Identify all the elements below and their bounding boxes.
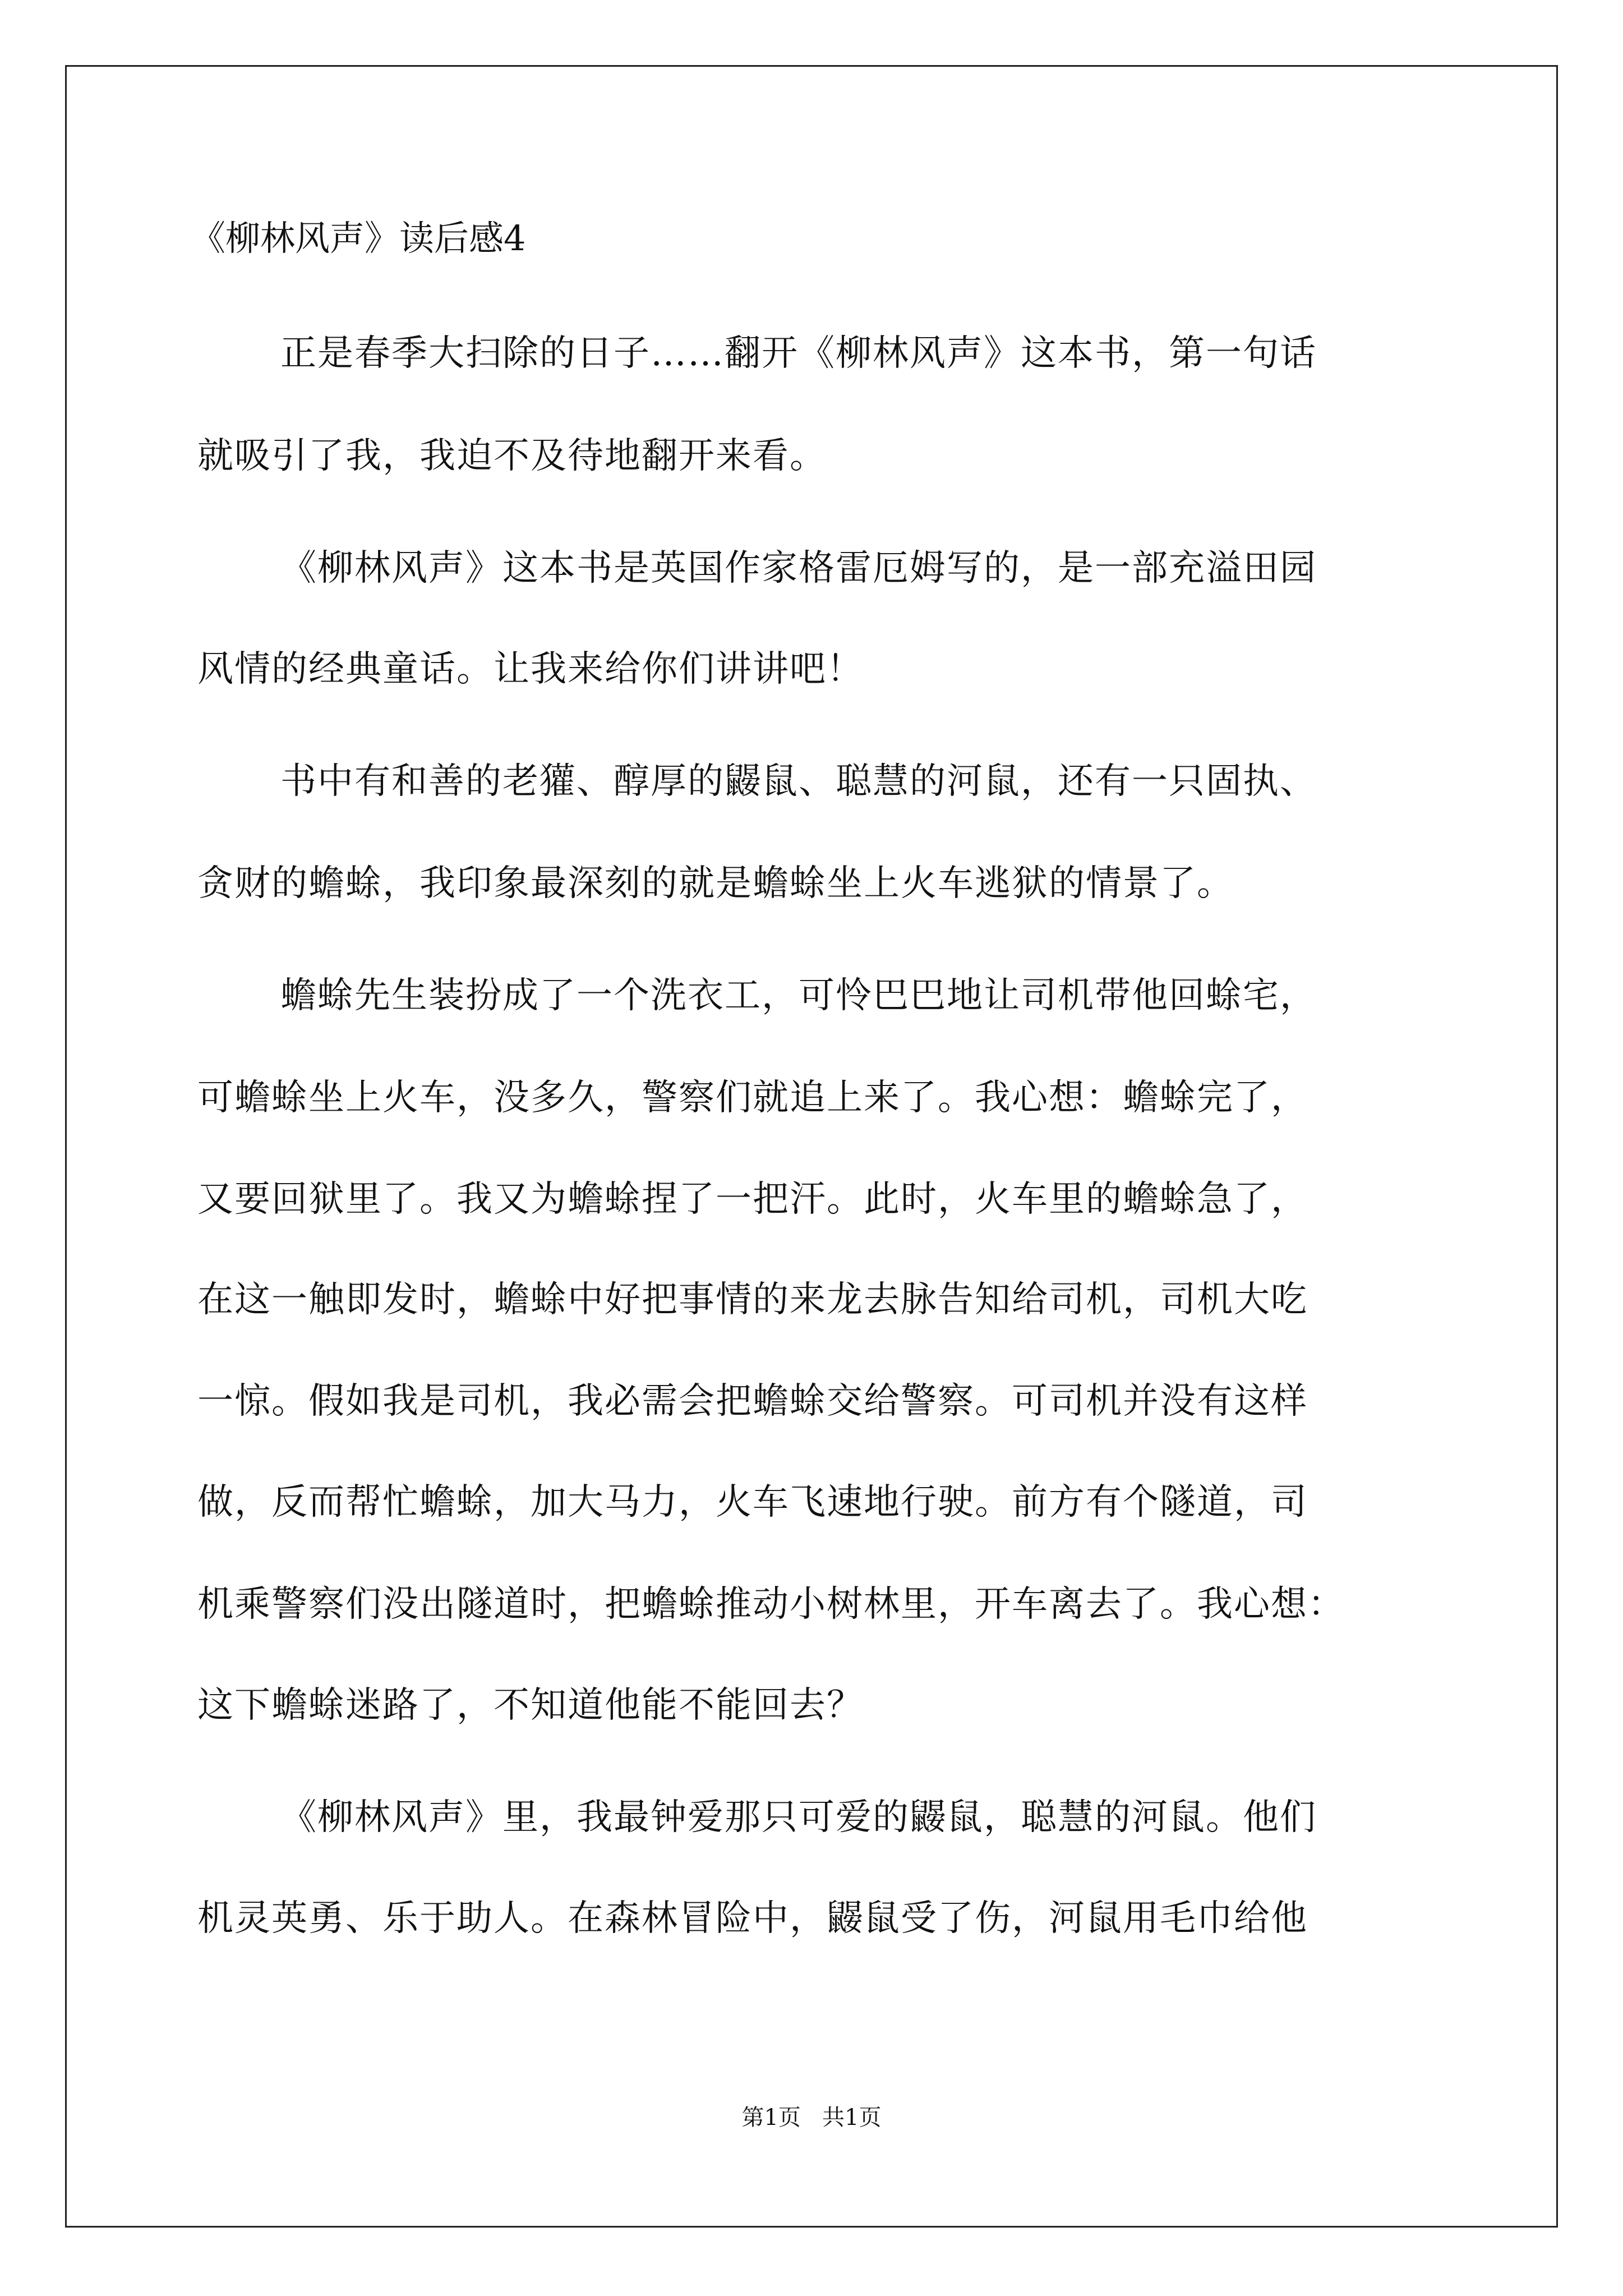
paragraph-2-line-1: 《柳林风声》这本书是英国作家格雷厄姆写的，是一部充溢田园 [280,547,1317,589]
paragraph-4-line-3: 又要回狱里了。我又为蟾蜍捏了一把汗。此时，火车里的蟾蜍急了， [197,1179,1308,1220]
paragraph-3-line-1: 书中有和善的老獾、醇厚的鼹鼠、聪慧的河鼠，还有一只固执、 [280,761,1317,802]
document-title: 《柳林风声》读后感4 [191,218,526,259]
paragraph-1-line-2: 就吸引了我，我迫不及待地翻开来看。 [197,435,827,477]
paragraph-5-line-2: 机灵英勇、乐于助人。在森林冒险中，鼹鼠受了伤，河鼠用毛巾给他 [197,1898,1308,1939]
paragraph-3-line-2: 贪财的蟾蜍，我印象最深刻的就是蟾蜍坐上火车逃狱的情景了。 [197,863,1234,904]
paragraph-4-line-4: 在这一触即发时，蟾蜍中好把事情的来龙去脉告知给司机，司机大吃 [197,1279,1308,1320]
paragraph-4-line-5: 一惊。假如我是司机，我必需会把蟾蜍交给警察。可司机并没有这样 [197,1381,1308,1422]
paragraph-4-line-8: 这下蟾蜍迷路了，不知道他能不能回去？ [197,1685,864,1726]
paragraph-4-line-1: 蟾蜍先生装扮成了一个洗衣工，可怜巴巴地让司机带他回蜍宅， [280,975,1317,1016]
paragraph-4-line-6: 做，反而帮忙蟾蜍，加大马力，火车飞速地行驶。前方有个隧道，司 [197,1481,1308,1523]
paragraph-2-line-2: 风情的经典童话。让我来给你们讲讲吧！ [197,648,864,690]
paragraph-5-line-1: 《柳林风声》里，我最钟爱那只可爱的鼹鼠，聪慧的河鼠。他们 [280,1797,1317,1838]
paragraph-1-line-1: 正是春季大扫除的日子……翻开《柳林风声》这本书，第一句话 [280,333,1317,374]
paragraph-4-line-2: 可蟾蜍坐上火车，没多久，警察们就追上来了。我心想：蟾蜍完了， [197,1077,1308,1119]
paragraph-4-line-7: 机乘警察们没出隧道时，把蟾蜍推动小树林里，开车离去了。我心想： [197,1584,1345,1625]
page-footer: 第1页 共1页 [741,2105,882,2131]
